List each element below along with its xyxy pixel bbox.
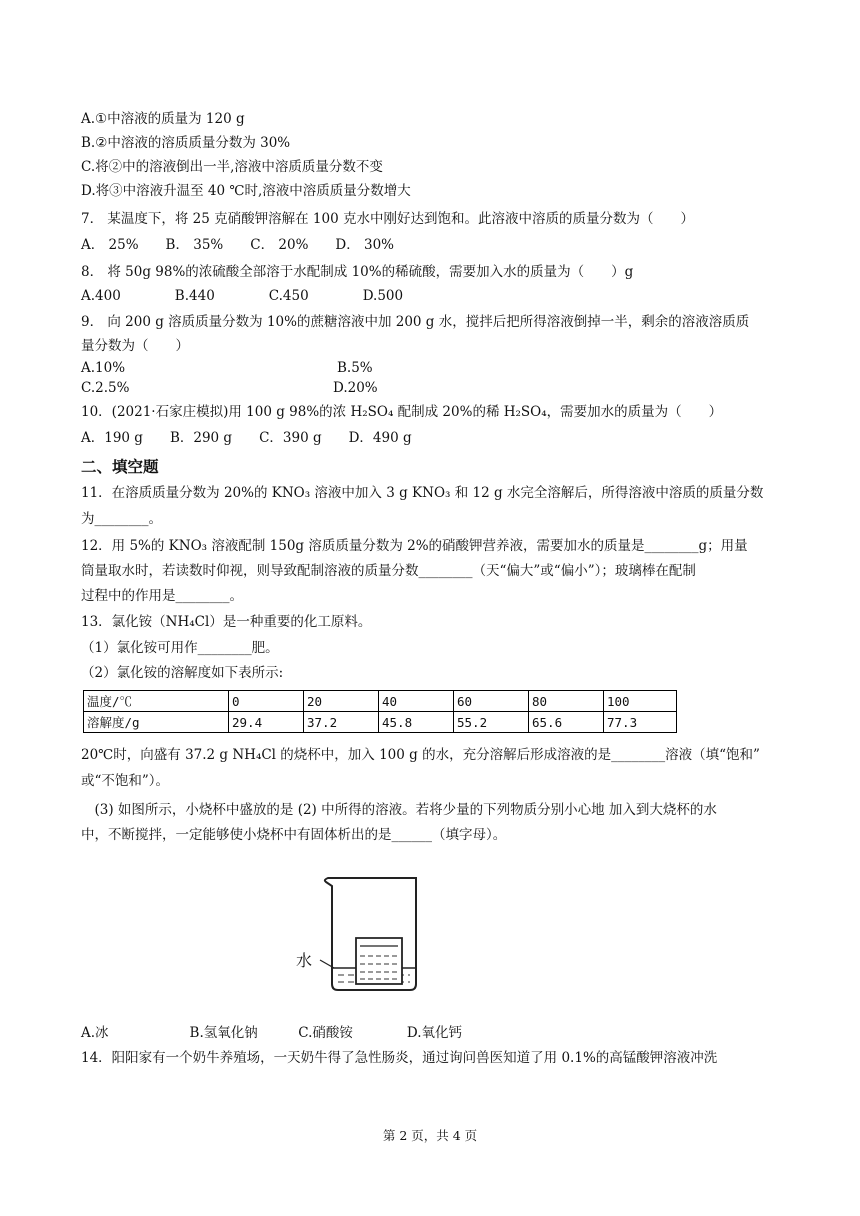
table-cell: 20 — [304, 691, 379, 712]
page-footer: 第 2 页，共 4 页 — [382, 1128, 478, 1143]
small-beaker-outline — [356, 938, 402, 984]
table-cell: 0 — [229, 691, 304, 712]
q9-option-a: A.10% — [81, 360, 126, 376]
table-row — [84, 691, 677, 712]
solubility-table — [83, 690, 677, 733]
q8-options: A.400 B.440 C.450 D.500 — [81, 288, 404, 304]
table-cell: 100 — [604, 691, 677, 712]
q9-option-b: B.5% — [337, 360, 373, 376]
q12-line1: 12．用 5%的 KNO₃ 溶液配制 150g 溶质质量分数为 2%的硝酸钾营养液，需要加水的质量是________g；用量 — [81, 538, 748, 554]
q9-stem-line1: 9． 向 200 g 溶质质量分数为 10%的蔗糖溶液中加 200 g 水，搅拌后把所得溶液倒掉一半，剩余的溶液溶质质 — [81, 314, 750, 330]
q12-line3: 过程中的作用是________。 — [81, 588, 243, 604]
q13-options: A.冰 B.氢氧化钠 C.硝酸铵 D.氧化钙 — [81, 1025, 463, 1041]
table-row — [84, 712, 677, 733]
q11-line2: 为________。 — [81, 511, 162, 527]
q10-options: A．190 g B．290 g C．390 g D．490 g — [81, 430, 412, 446]
table-cell: 77.3 — [604, 712, 677, 733]
q13-sub3-line1: (3) 如图所示，小烧杯中盛放的是 (2) 中所得的溶液。若将少量的下列物质分别小心地 加入到大烧杯的水 — [81, 802, 717, 818]
q13-after-table-line1: 20℃时，向盛有 37.2 g NH₄Cl 的烧杯中，加入 100 g 的水，充分溶解后形成溶液的是________溶液（填“饱和” — [81, 747, 760, 763]
water-label: 水 — [296, 951, 313, 970]
q9-option-c: C.2.5% — [81, 380, 130, 396]
q9-stem-line2: 量分数为（ ） — [81, 338, 189, 354]
table-cell: 80 — [529, 691, 604, 712]
q14-line1: 14．阳阳家有一个奶牛养殖场，一天奶牛得了急性肠炎，通过询问兽医知道了用 0.1%的高锰酸钾溶液冲洗 — [81, 1050, 718, 1066]
table-cell: 60 — [454, 691, 529, 712]
q6-option-d: D.将③中溶液升温至 40 ℃时,溶液中溶质质量分数增大 — [81, 183, 411, 199]
table-cell: 55.2 — [454, 712, 529, 733]
q9-option-d: D.20% — [333, 380, 378, 396]
q13-sub2: （2）氯化铵的溶解度如下表所示: — [81, 665, 284, 681]
q13-after-table-line2: 或“不饱和”）。 — [81, 773, 170, 789]
table-cell: 29.4 — [229, 712, 304, 733]
table-cell: 45.8 — [379, 712, 454, 733]
q12-line2: 筒量取水时，若读数时仰视，则导致配制溶液的质量分数________（天“偏大”或“偏小”）；玻璃棒在配制 — [81, 563, 696, 579]
q8-stem: 8． 将 50g 98%的浓硫酸全部溶于水配制成 10%的稀硫酸，需要加入水的质量为（ ）g — [81, 264, 634, 280]
q6-option-b: B.②中溶液的溶质质量分数为 30% — [81, 135, 291, 151]
q6-option-c: C.将②中的溶液倒出一半,溶液中溶质质量分数不变 — [81, 159, 383, 175]
q13-sub1: （1）氯化铵可用作________肥。 — [81, 640, 279, 656]
q7-options: A． 25% B． 35% C． 20% D． 30% — [81, 237, 395, 253]
beaker-figure — [290, 872, 430, 1002]
section-title: 二、填空题 — [81, 458, 159, 476]
q7-stem: 7． 某温度下，将 25 克硝酸钾溶解在 100 克水中刚好达到饱和。此溶液中溶质的质量分数为（ ） — [81, 211, 694, 227]
table-cell: 40 — [379, 691, 454, 712]
table-cell: 37.2 — [304, 712, 379, 733]
q13-sub3-line2: 中，不断搅拌，一定能够使小烧杯中有固体析出的是______（填字母）。 — [81, 827, 507, 843]
table-cell: 溶解度/g — [84, 712, 229, 733]
table-cell: 65.6 — [529, 712, 604, 733]
q10-stem: 10．(2021·石家庄模拟)用 100 g 98%的浓 H₂SO₄ 配制成 20%的稀 H₂SO₄，需要加水的质量为（ ） — [81, 404, 723, 420]
q13-stem: 13．氯化铵（NH₄Cl）是一种重要的化工原料。 — [81, 614, 372, 630]
q11-line1: 11．在溶质质量分数为 20%的 KNO₃ 溶液中加入 3 g KNO₃ 和 12 g 水完全溶解后，所得溶液中溶质的质量分数 — [81, 485, 764, 501]
table-cell: 温度/℃ — [84, 691, 229, 712]
q6-option-a: A.①中溶液的质量为 120 g — [81, 111, 245, 127]
